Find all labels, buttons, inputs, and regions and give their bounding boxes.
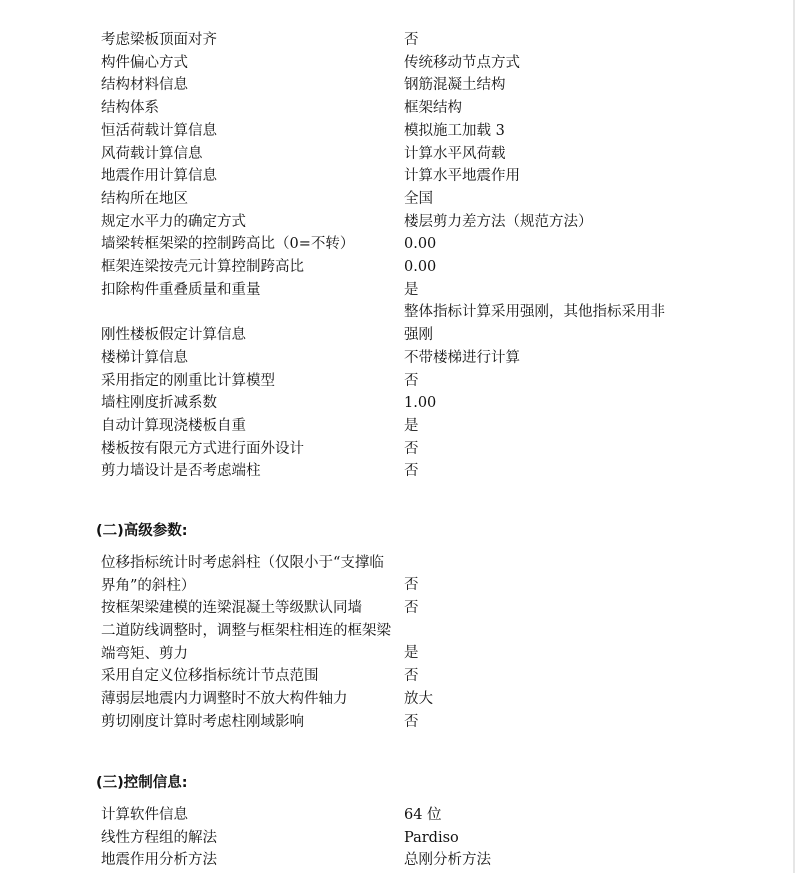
- param-label: 恒活荷载计算信息: [101, 122, 217, 139]
- param-value: 1.00: [404, 395, 437, 412]
- param-row: [0, 804, 795, 826]
- param-label: 构件偏心方式: [101, 54, 188, 71]
- param-row: [0, 688, 795, 710]
- param-label: 薄弱层地震内力调整时不放大构件轴力: [101, 691, 348, 707]
- param-value: 0.00: [404, 236, 437, 253]
- param-value: 总刚分析方法: [404, 852, 491, 869]
- param-label: 楼板按有限元方式进行面外设计: [101, 440, 304, 457]
- param-label: 计算软件信息: [101, 807, 188, 823]
- param-value: 否: [404, 600, 419, 617]
- param-label: 刚性楼板假定计算信息: [101, 327, 246, 344]
- param-value: 放大: [404, 691, 433, 707]
- param-label: 墙梁转框架梁的控制跨高比（0=不转）: [101, 236, 355, 253]
- param-row: [0, 460, 795, 482]
- param-value: Pardiso: [404, 829, 459, 846]
- param-row: [0, 711, 795, 733]
- param-row: [0, 279, 795, 301]
- param-label: 采用自定义位移指标统计节点范围: [101, 668, 319, 685]
- param-value: 否: [404, 713, 419, 730]
- param-value: 是: [404, 645, 419, 661]
- param-label: 结构材料信息: [101, 77, 188, 94]
- param-row: [0, 392, 795, 414]
- param-value: 否: [404, 372, 419, 389]
- param-value: 是: [404, 281, 419, 298]
- param-value: 模拟施工加载 3: [404, 122, 505, 139]
- param-value: 计算水平风荷载: [404, 145, 506, 162]
- param-row-continuation: [0, 301, 795, 323]
- param-label: 采用指定的刚重比计算模型: [101, 372, 275, 389]
- param-row: [0, 620, 795, 664]
- param-label: 线性方程组的解法: [101, 829, 217, 846]
- param-label: 扣除构件重叠质量和重量: [101, 281, 261, 298]
- param-label: 规定水平力的确定方式: [101, 213, 246, 230]
- param-label: 按框架梁建模的连梁混凝土等级默认同墙: [101, 600, 362, 617]
- param-row: [0, 827, 795, 849]
- param-row: [0, 370, 795, 392]
- param-row: [0, 211, 795, 233]
- param-value: 否: [404, 668, 419, 685]
- param-value: 否: [404, 577, 419, 593]
- param-row: [0, 120, 795, 142]
- param-label: 剪力墙设计是否考虑端柱: [101, 463, 261, 480]
- param-value-continuation: 整体指标计算采用强刚，其他指标采用非: [404, 304, 665, 321]
- param-value: 传统移动节点方式: [404, 54, 520, 71]
- param-row: [0, 415, 795, 437]
- param-row: [0, 665, 795, 687]
- param-label: 剪切刚度计算时考虑柱刚域影响: [101, 713, 304, 730]
- param-value: 计算水平地震作用: [404, 168, 520, 185]
- param-value: 否: [404, 463, 419, 480]
- param-label: 自动计算现浇楼板自重: [101, 417, 246, 434]
- param-value: 否: [404, 32, 419, 48]
- param-value: 不带楼梯进行计算: [404, 349, 520, 366]
- param-row: [0, 849, 795, 871]
- param-label: 框架连梁按壳元计算控制跨高比: [101, 259, 304, 275]
- param-label: 地震作用分析方法: [101, 852, 217, 869]
- param-label: 墙柱刚度折减系数: [101, 395, 217, 412]
- param-row: [0, 29, 795, 51]
- param-row: [0, 52, 795, 74]
- param-value: 楼层剪力差方法（规范方法）: [404, 213, 593, 230]
- param-row: [0, 552, 795, 596]
- param-label: 楼梯计算信息: [101, 349, 188, 366]
- param-label: 二道防线调整时，调整与框架柱相连的框架梁端弯矩、剪力: [101, 623, 391, 662]
- param-row: [0, 97, 795, 119]
- param-row: [0, 74, 795, 96]
- param-value: 0.00: [404, 259, 437, 275]
- param-label: 地震作用计算信息: [101, 168, 217, 185]
- param-row: [0, 165, 795, 187]
- param-row: [0, 188, 795, 210]
- param-row: [0, 438, 795, 460]
- param-row: [0, 143, 795, 165]
- param-label: 位移指标统计时考虑斜柱（仅限小于“支撑临界角”的斜柱）: [101, 555, 384, 594]
- param-row: [0, 324, 795, 346]
- param-value: 是: [404, 417, 419, 434]
- param-value: 64 位: [404, 807, 442, 823]
- param-row: [0, 256, 795, 278]
- param-label: 结构体系: [101, 100, 159, 117]
- param-row: [0, 233, 795, 255]
- param-row: [0, 347, 795, 369]
- param-label: 风荷载计算信息: [101, 145, 203, 162]
- param-value: 全国: [404, 190, 433, 207]
- param-label: 考虑梁板顶面对齐: [101, 32, 217, 48]
- param-value: 框架结构: [404, 100, 462, 117]
- section-heading-control: (三)控制信息:: [96, 775, 188, 791]
- param-value: 否: [404, 440, 419, 457]
- param-label: 结构所在地区: [101, 190, 188, 207]
- section-heading-advanced: (二)高级参数:: [96, 523, 188, 539]
- param-value: 强刚: [404, 327, 433, 344]
- param-row: [0, 597, 795, 619]
- param-value: 钢筋混凝土结构: [404, 77, 506, 94]
